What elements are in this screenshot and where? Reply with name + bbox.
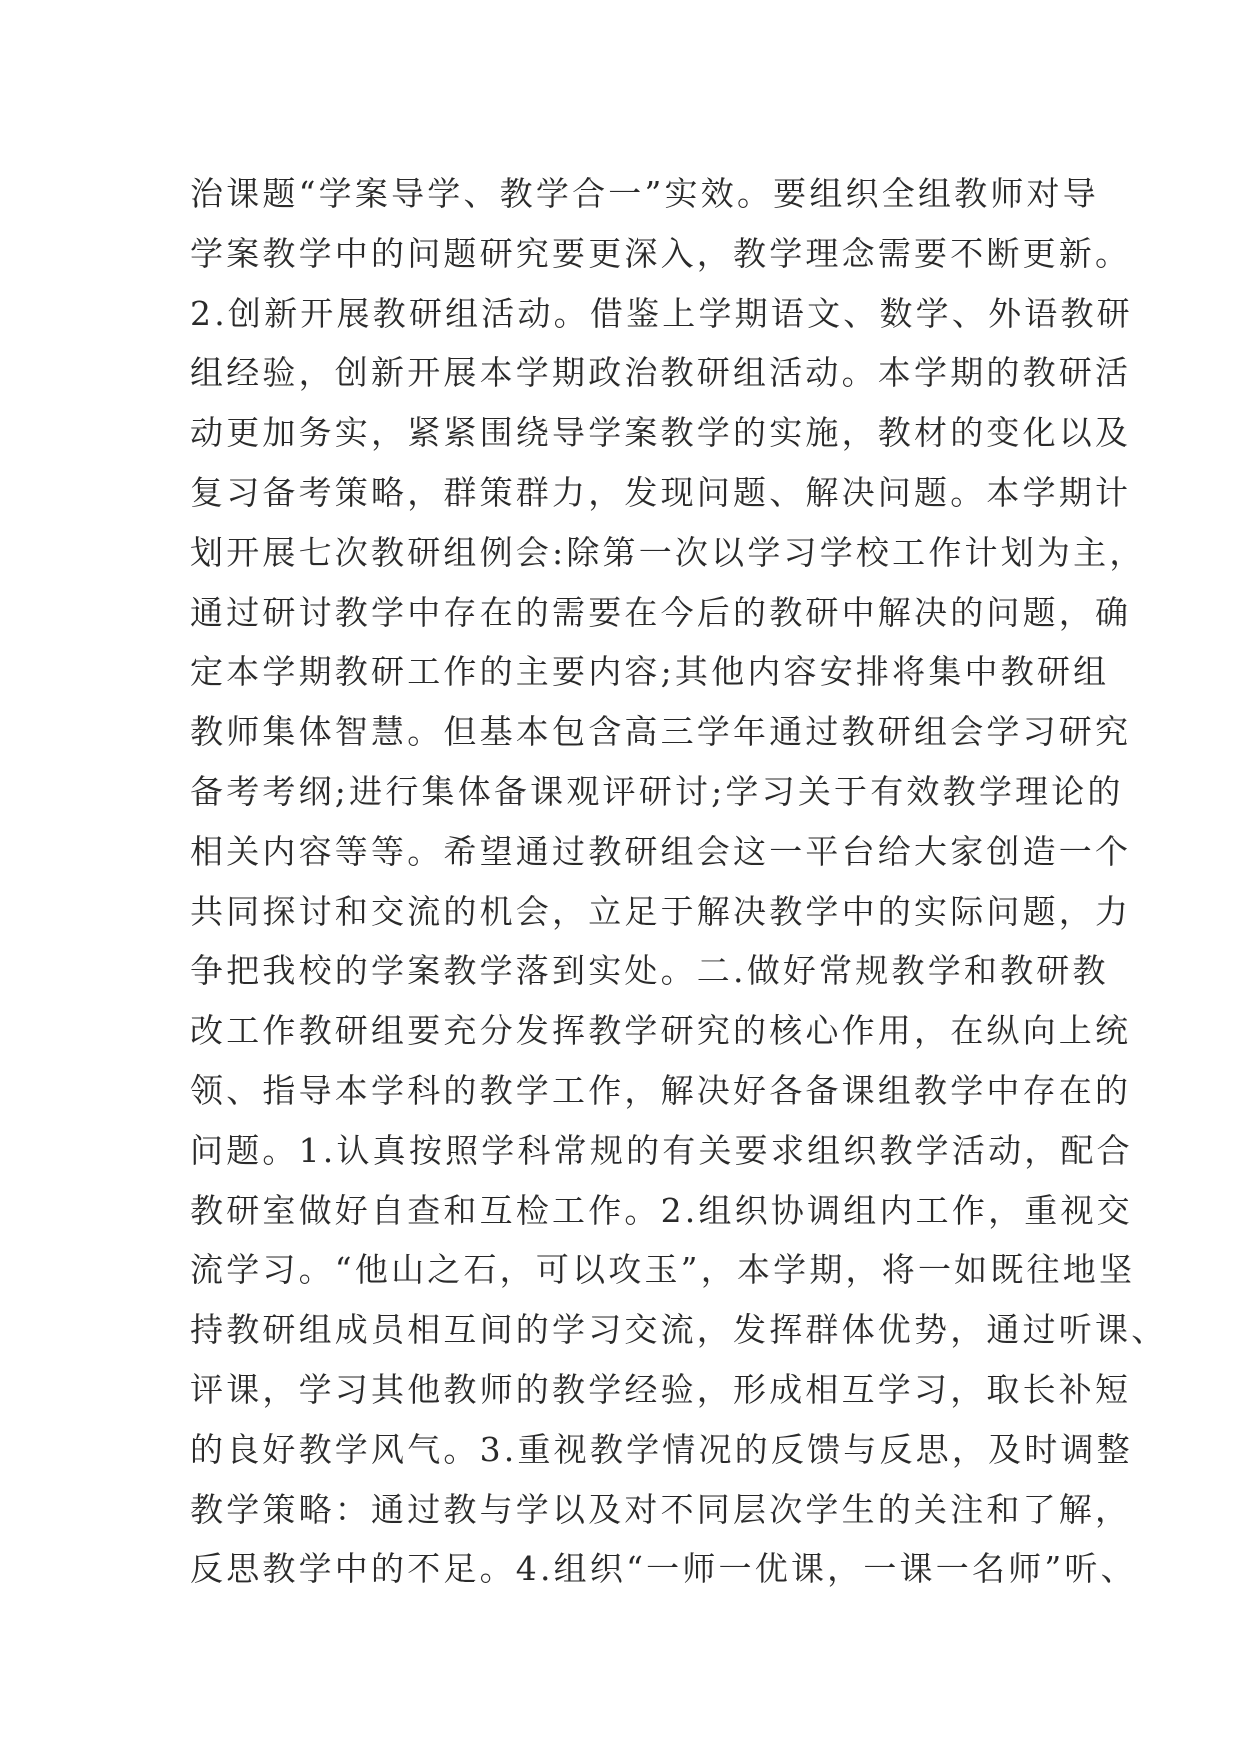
text-line: 定本学期教研工作的主要内容;其他内容安排将集中教研组 [190,652,1110,692]
text-line: 备考考纲;进行集体备课观评研讨;学习关于有效教学理论的 [190,771,1124,811]
text-line: 评课，学习其他教师的教学经验，形成相互学习，取长补短 [190,1369,1132,1409]
text-line: 治课题“学案导学、教学合一”实效。要组织全组教师对导 [190,174,1099,213]
text-line: 流学习。“他山之石，可以攻玉”，本学期，将一如既往地坚 [190,1250,1136,1290]
text-line: 共同探讨和交流的机会，立足于解决教学中的实际问题，力 [190,891,1132,931]
text-line: 反思教学中的不足。4.组织“一师一优课，一课一名师”听、 [190,1549,1137,1589]
text-line: 的良好教学风气。3.重视教学情况的反馈与反思，及时调整 [190,1429,1133,1469]
body-text [190,164,1168,1599]
text-line: 问题。1.认真按照学科常规的有关要求组织教学活动，配合 [190,1130,1133,1170]
text-line: 动更加务实，紧紧围绕导学案教学的实施，教材的变化以及 [190,413,1132,453]
text-line: 教研室做好自查和互检工作。2.组织协调组内工作，重视交 [190,1190,1133,1230]
text-line: 改工作教研组要充分发挥教学研究的核心作用，在纵向上统 [190,1011,1132,1051]
text-line: 通过研讨教学中存在的需要在今后的教研中解决的问题，确 [190,592,1132,632]
text-line: 复习备考策略，群策群力，发现问题、解决问题。本学期计 [190,472,1132,512]
text-line: 领、指导本学科的教学工作，解决好各备课组教学中存在的 [190,1070,1132,1110]
text-line: 持教研组成员相互间的学习交流，发挥群体优势，通过听课、 [190,1310,1168,1350]
text-line: 教学策略：通过教与学以及对不同层次学生的关注和了解， [190,1489,1132,1529]
text-line: 争把我校的学案教学落到实处。二.做好常规教学和教研教 [190,951,1109,991]
text-line: 划开展七次教研组例会:除第一次以学习学校工作计划为主， [190,532,1146,572]
text-line: 学案教学中的问题研究要更深入，教学理念需要不断更新。 [190,233,1132,273]
text-line: 2.创新开展教研组活动。借鉴上学期语文、数学、外语教研 [190,293,1133,333]
text-line: 相关内容等等。希望通过教研组会这一平台给大家创造一个 [190,831,1132,871]
text-line: 组经验，创新开展本学期政治教研组活动。本学期的教研活 [190,353,1132,393]
text-line: 教师集体智慧。但基本包含高三学年通过教研组会学习研究 [190,712,1132,752]
